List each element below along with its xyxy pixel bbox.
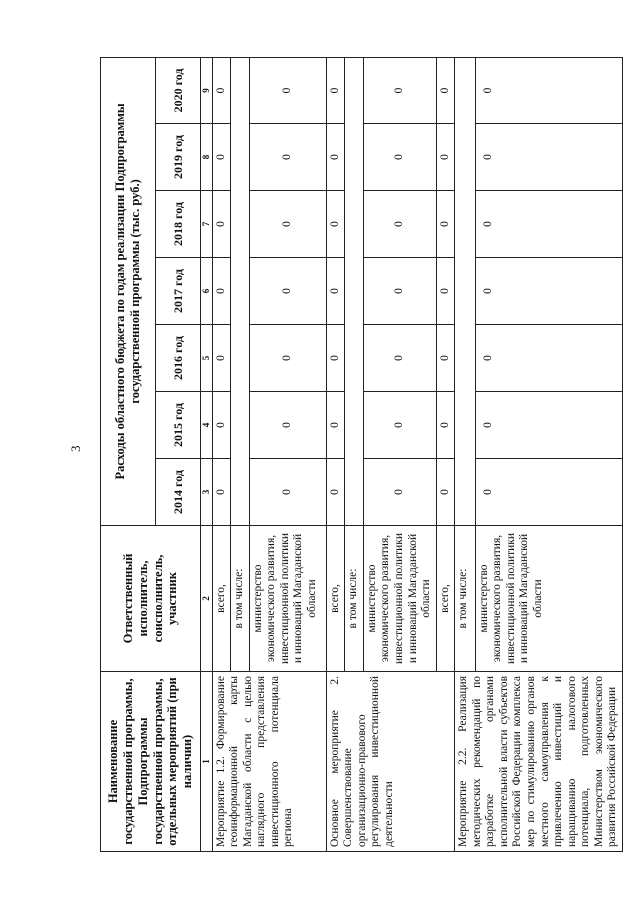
column-index: 1 — [201, 672, 213, 852]
value-cell: 0 — [475, 392, 622, 459]
column-index: 7 — [201, 191, 213, 258]
value-cell: 0 — [363, 459, 436, 526]
value-cell: 0 — [212, 57, 231, 123]
header-executor: Ответственный исполнитель, соисполнитель, участник — [101, 526, 201, 672]
value-cell: 0 — [212, 124, 231, 191]
value-cell: 0 — [326, 258, 345, 325]
row-name: Мероприятие 1.2. Формирование геоинформационной карты Магаданской области с целью наглядного представления инвестиционного потенциала региона — [212, 672, 326, 852]
value-cell: 0 — [326, 57, 345, 123]
value-cell: 0 — [436, 392, 455, 459]
column-index: 2 — [201, 526, 213, 672]
budget-table — [100, 57, 623, 852]
budget-table-page — [100, 58, 619, 852]
value-cell: 0 — [363, 325, 436, 392]
header-expenses: Расходы областного бюджета по годам реализации Подпрограммы государственной программы (тыс. руб.) — [101, 57, 156, 525]
value-cell: 0 — [212, 325, 231, 392]
executor-ministry: министерство экономического развития, инвестиционной политики и инноваций Магаданской области — [363, 526, 436, 672]
value-cell: 0 — [436, 459, 455, 526]
value-cell: 0 — [475, 258, 622, 325]
value-cell: 0 — [475, 57, 622, 123]
executor-including: в том числе: — [345, 526, 364, 672]
value-cell: 0 — [326, 191, 345, 258]
value-cell: 0 — [363, 124, 436, 191]
blank-cell — [345, 57, 364, 525]
header-year-2014: 2014 год — [156, 459, 201, 526]
value-cell: 0 — [363, 258, 436, 325]
table-row — [326, 57, 345, 851]
executor-including: в том числе: — [455, 526, 475, 672]
column-index: 9 — [201, 57, 213, 123]
value-cell: 0 — [249, 325, 326, 392]
value-cell: 0 — [326, 459, 345, 526]
page-number: 3 — [68, 445, 83, 452]
value-cell: 0 — [326, 124, 345, 191]
value-cell: 0 — [326, 392, 345, 459]
value-cell: 0 — [363, 57, 436, 123]
table-row — [455, 57, 475, 851]
header-row-group — [101, 57, 156, 851]
value-cell: 0 — [436, 258, 455, 325]
value-cell: 0 — [363, 191, 436, 258]
value-cell: 0 — [249, 191, 326, 258]
header-year-2018: 2018 год — [156, 191, 201, 258]
value-cell: 0 — [212, 191, 231, 258]
executor-total: всего, — [326, 526, 345, 672]
row-name: Основное мероприятие 2. Совершенствование организационно-правового регулирования инвестиционной деятельности — [326, 672, 455, 852]
value-cell: 0 — [436, 57, 455, 123]
executor-total: всего, — [436, 526, 455, 672]
value-cell: 0 — [436, 124, 455, 191]
value-cell: 0 — [249, 459, 326, 526]
table-row — [212, 57, 231, 851]
header-year-2017: 2017 год — [156, 258, 201, 325]
blank-cell — [455, 57, 475, 525]
value-cell: 0 — [326, 325, 345, 392]
executor-total: всего, — [212, 526, 231, 672]
header-year-2016: 2016 год — [156, 325, 201, 392]
value-cell: 0 — [249, 57, 326, 123]
column-index: 8 — [201, 124, 213, 191]
value-cell: 0 — [249, 124, 326, 191]
value-cell: 0 — [475, 191, 622, 258]
header-name: Наименование государственной программы, Подпрограммы государственной программы, отдельных мероприятий (при наличии) — [101, 672, 201, 852]
value-cell: 0 — [212, 258, 231, 325]
value-cell: 0 — [436, 325, 455, 392]
executor-including: в том числе: — [231, 526, 250, 672]
value-cell: 0 — [212, 392, 231, 459]
column-index: 4 — [201, 392, 213, 459]
executor-ministry: министерство экономического развития, инвестиционной политики и инноваций Магаданской области — [249, 526, 326, 672]
value-cell: 0 — [249, 392, 326, 459]
value-cell: 0 — [475, 124, 622, 191]
value-cell: 0 — [212, 459, 231, 526]
blank-cell — [231, 57, 250, 525]
column-index: 3 — [201, 459, 213, 526]
value-cell: 0 — [475, 325, 622, 392]
row-name: Мероприятие 2.2. Реализация методических рекомендаций по разработке органами исполнительной власти субъектов Российской Федерации комплекса мер по стимулированию органов местного самоуправления к привлечению инвестиций и наращиванию налогового потенциала, подготовленных Министерством экономического развития Российской Федерации — [455, 672, 623, 852]
header-year-2019: 2019 год — [156, 124, 201, 191]
value-cell: 0 — [436, 191, 455, 258]
header-year-2015: 2015 год — [156, 392, 201, 459]
header-year-2020: 2020 год — [156, 57, 201, 123]
executor-ministry: министерство экономического развития, инвестиционной политики и инноваций Магаданской области — [475, 526, 622, 672]
value-cell: 0 — [249, 258, 326, 325]
column-index: 5 — [201, 325, 213, 392]
column-index: 6 — [201, 258, 213, 325]
column-index-row — [201, 57, 213, 851]
value-cell: 0 — [475, 459, 622, 526]
value-cell: 0 — [363, 392, 436, 459]
